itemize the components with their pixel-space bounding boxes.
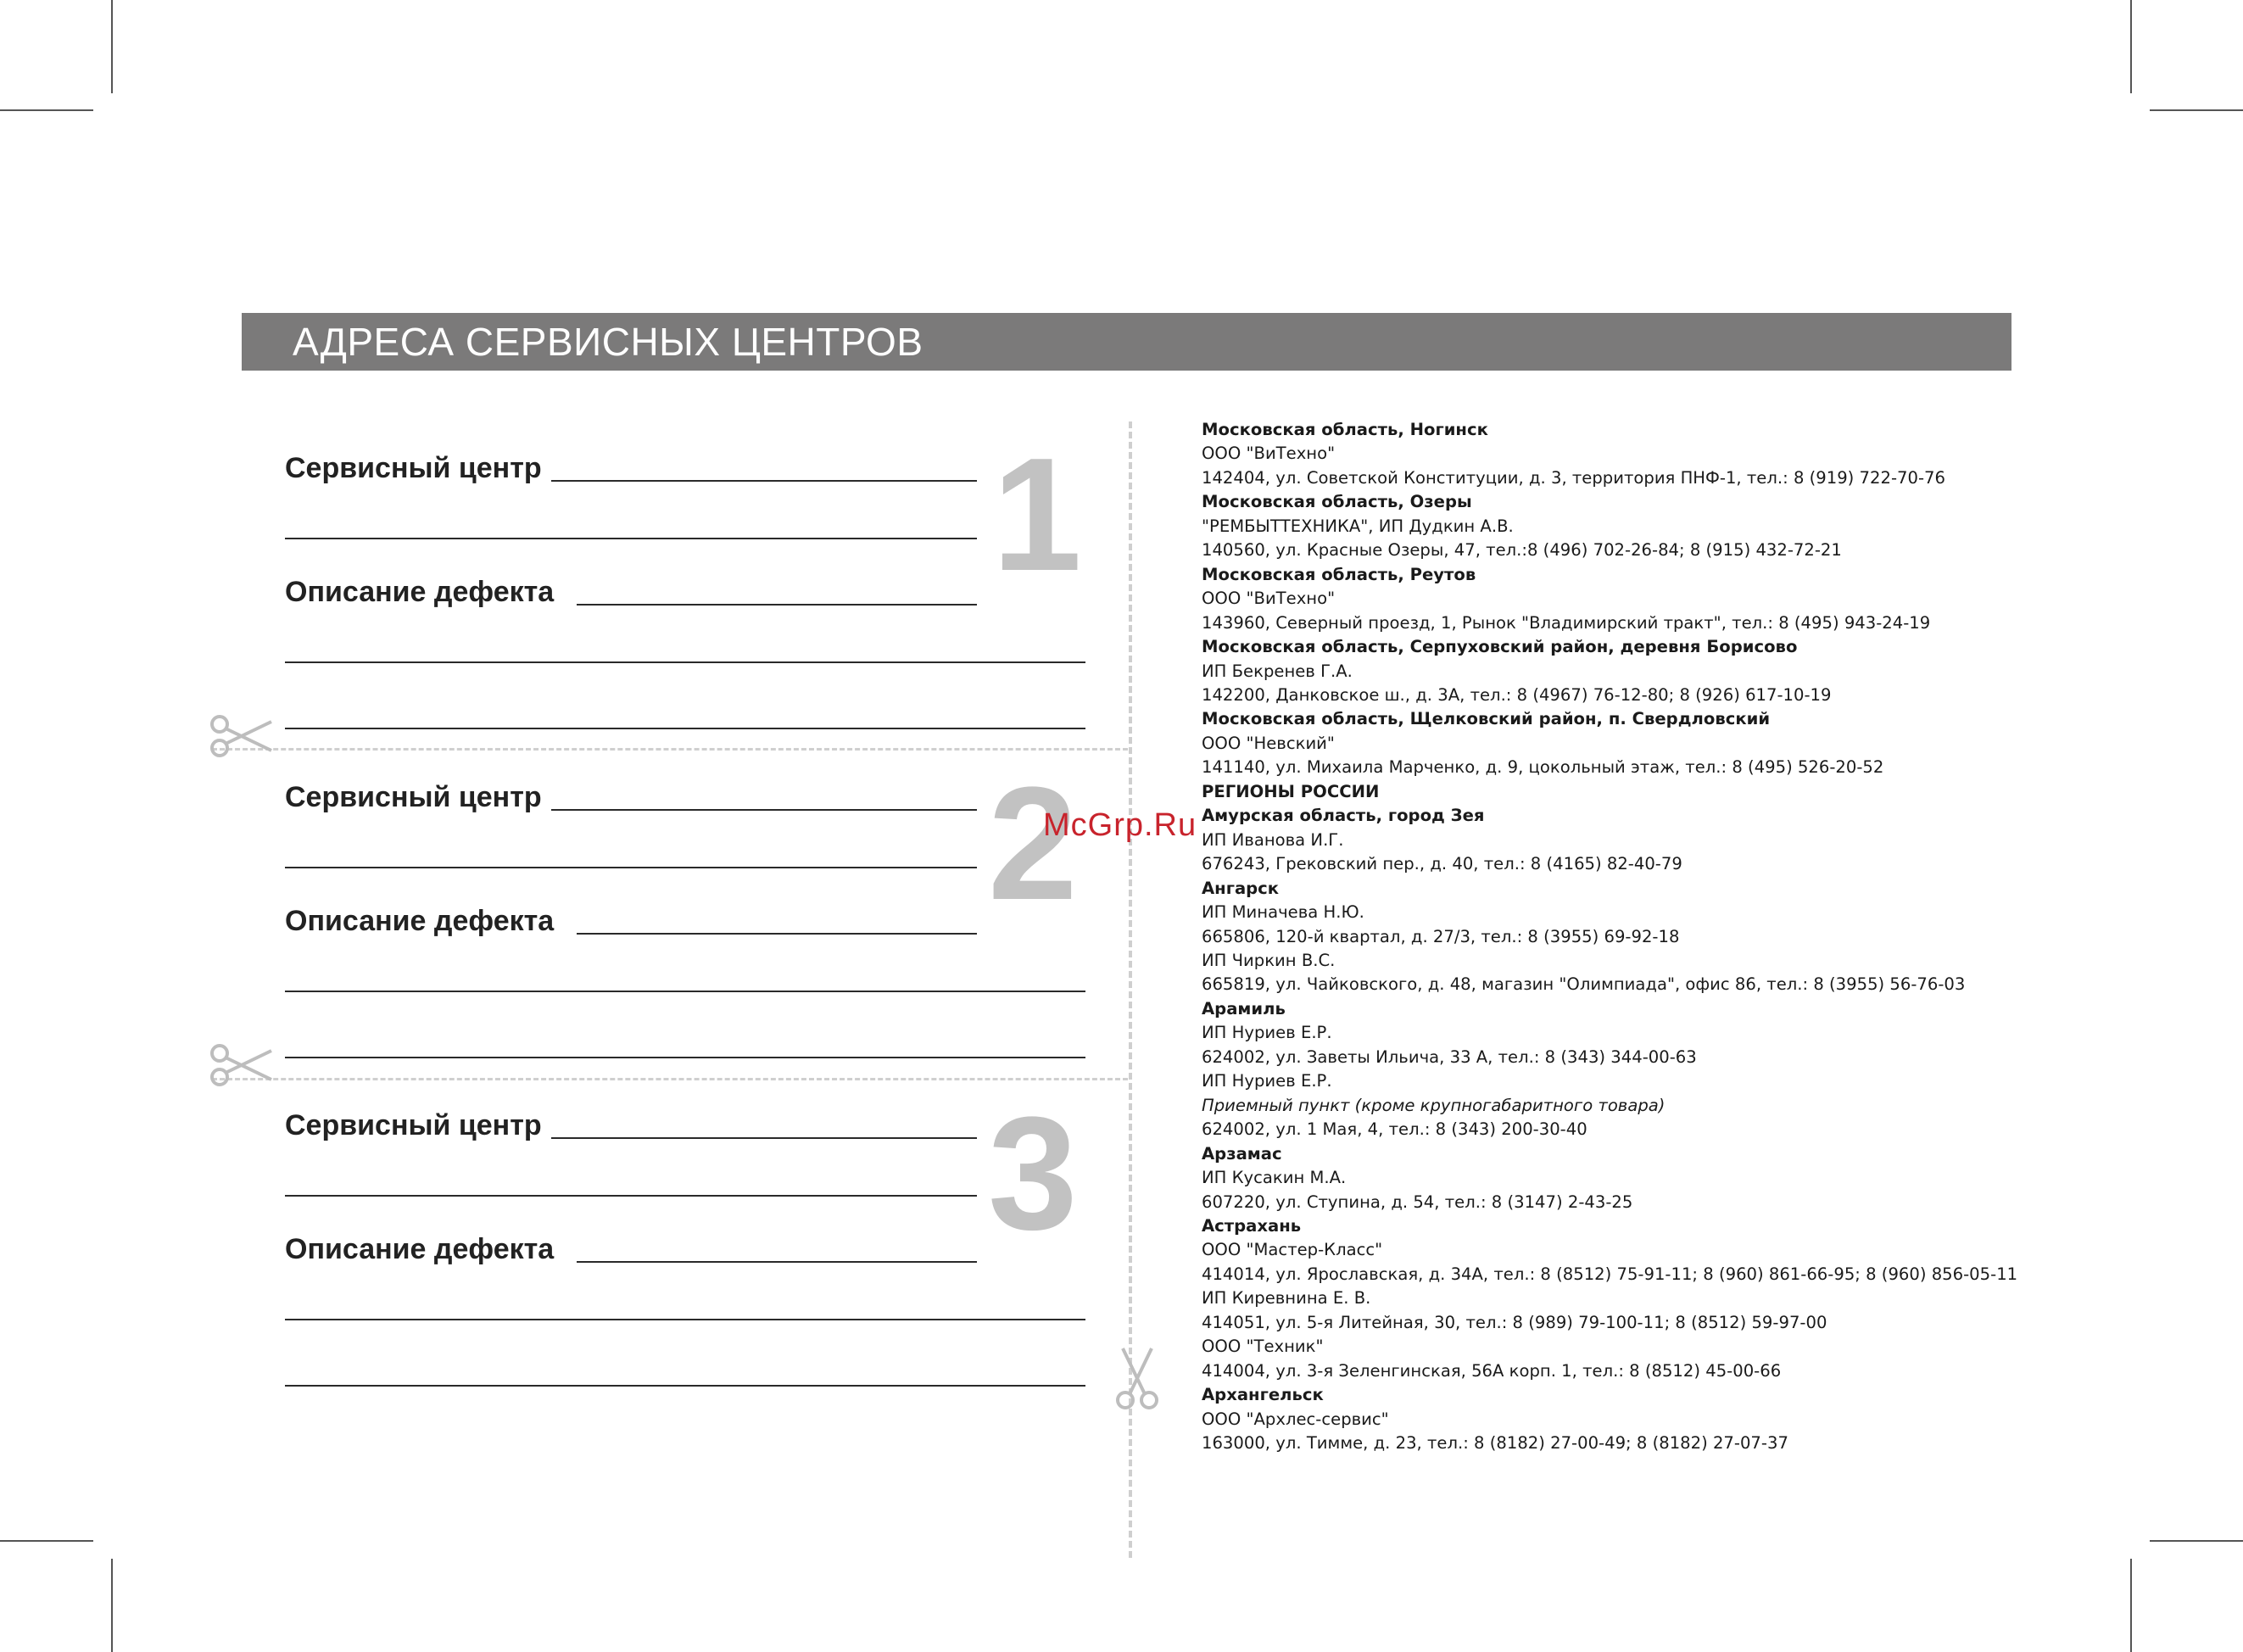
coupon-number: 1: [992, 425, 1082, 605]
address-line: ИП Нуриев Е.Р.: [1202, 1023, 1332, 1043]
coupon-2: [280, 753, 1094, 1075]
scissors-icon: [1113, 1344, 1161, 1412]
address-line: 141140, ул. Михаила Марченко, д. 9, цокольный этаж, тел.: 8 (495) 526-20-52: [1202, 757, 1884, 778]
service-center-label: Сервисный центр: [285, 1109, 542, 1141]
service-center-label: Сервисный центр: [285, 452, 542, 484]
address-heading: Московская область, Озеры: [1202, 492, 1472, 512]
service-center-field[interactable]: [551, 1137, 977, 1139]
address-line: ИП Кусакин М.А.: [1202, 1168, 1347, 1188]
defect-description-field[interactable]: [577, 1261, 977, 1263]
address-heading: Архангельск: [1202, 1385, 1324, 1405]
address-line: 142404, ул. Советской Конституции, д. 3, территория ПНФ-1, тел.: 8 (919) 722-70-76: [1202, 467, 1945, 488]
address-line: 607220, ул. Ступина, д. 54, тел.: 8 (3147) 2-43-25: [1202, 1192, 1633, 1212]
address-heading: Московская область, Серпуховский район, деревня Борисово: [1202, 637, 1798, 657]
address-line: 163000, ул. Тимме, д. 23, тел.: 8 (8182) 27-00-49; 8 (8182) 27-07-37: [1202, 1433, 1788, 1454]
address-line: ИП Нуриев Е.Р.: [1202, 1071, 1332, 1091]
address-heading: Астрахань: [1202, 1215, 1302, 1236]
address-line: 665819, ул. Чайковского, д. 48, магазин "Олимпиада", офис 86, тел.: 8 (3955) 56-76-03: [1202, 974, 1966, 995]
address-heading: Ангарск: [1202, 878, 1280, 898]
address-heading: Арзамас: [1202, 1143, 1282, 1164]
address-line: ООО "Мастер-Класс": [1202, 1240, 1383, 1260]
service-center-field-line-2[interactable]: [285, 538, 977, 539]
coupon-3: [280, 1081, 1094, 1404]
address-line: 143960, Северный проезд, 1, Рынок "Владимирский тракт", тел.: 8 (495) 943-24-19: [1202, 612, 1931, 633]
header-bar: [242, 313, 2011, 371]
address-line: 624002, ул. Заветы Ильича, 33 А, тел.: 8 (343) 344-00-63: [1202, 1046, 1697, 1067]
address-line: ИП Иванова И.Г.: [1202, 829, 1344, 850]
coupon-number: 2: [988, 754, 1078, 934]
address-heading: Московская область, Реутов: [1202, 564, 1476, 584]
defect-description-line-3[interactable]: [285, 1385, 1085, 1387]
address-line: 140560, ул. Красные Озеры, 47, тел.:8 (496) 702-26-84; 8 (915) 432-72-21: [1202, 540, 1842, 561]
crop-mark: [111, 1559, 113, 1652]
crop-mark: [2150, 109, 2243, 111]
address-line: Приемный пункт (кроме крупногабаритного товара): [1202, 1095, 1666, 1115]
watermark: McGrp.Ru: [1043, 807, 1197, 843]
address-line: 624002, ул. 1 Мая, 4, тел.: 8 (343) 200-30-40: [1202, 1119, 1587, 1140]
address-line: 414051, ул. 5-я Литейная, 30, тел.: 8 (989) 79-100-11; 8 (8512) 59-97-00: [1202, 1312, 1827, 1332]
address-heading: Амурская область, город Зея: [1202, 806, 1485, 826]
address-line: ИП Бекренев Г.А.: [1202, 661, 1353, 681]
service-center-address-list: [1202, 418, 2018, 1455]
defect-description-line-3[interactable]: [285, 1057, 1085, 1058]
address-line: ООО "ВиТехно": [1202, 444, 1336, 464]
service-center-field-line-2[interactable]: [285, 867, 977, 868]
defect-description-line-3[interactable]: [285, 728, 1085, 729]
address-line: 142200, Данковское ш., д. 3А, тел.: 8 (4967) 76-12-80; 8 (926) 617-10-19: [1202, 684, 1832, 705]
horizontal-cut-line: [212, 748, 1128, 751]
address-line: 414014, ул. Ярославская, д. 34А, тел.: 8 (8512) 75-91-11; 8 (960) 861-66-95; 8 (960) 856-05-11: [1202, 1264, 2018, 1284]
address-line: ИП Чиркин В.С.: [1202, 950, 1336, 970]
crop-mark: [0, 1540, 93, 1542]
defect-description-label: Описание дефекта: [285, 1233, 555, 1265]
crop-mark: [2130, 1559, 2132, 1652]
address-line: ООО "Техник": [1202, 1337, 1324, 1357]
coupon-number: 3: [988, 1084, 1078, 1264]
address-line: ООО "ВиТехно": [1202, 589, 1336, 609]
defect-description-label: Описание дефекта: [285, 576, 555, 608]
address-heading: РЕГИОНЫ РОССИИ: [1202, 781, 1380, 801]
horizontal-cut-line: [212, 1078, 1128, 1080]
defect-description-line-2[interactable]: [285, 991, 1085, 992]
address-line: ООО "Архлес-сервис": [1202, 1409, 1389, 1429]
address-heading: Московская область, Ногинск: [1202, 420, 1488, 439]
crop-mark: [0, 109, 93, 111]
service-center-label: Сервисный центр: [285, 781, 542, 813]
address-heading: Арамиль: [1202, 998, 1286, 1019]
address-line: ИП Киревнина Е. В.: [1202, 1288, 1371, 1309]
address-line: "РЕМБЫТТЕХНИКА", ИП Дудкин А.В.: [1202, 516, 1514, 536]
service-center-field[interactable]: [551, 809, 977, 811]
address-heading: Московская область, Щелковский район, п. Свердловский: [1202, 709, 1771, 729]
crop-mark: [2150, 1540, 2243, 1542]
address-line: 414004, ул. 3-я Зеленгинская, 56А корп. 1, тел.: 8 (8512) 45-00-66: [1202, 1360, 1782, 1381]
scissors-icon: [208, 1041, 276, 1089]
page-title: АДРЕСА СЕРВИСНЫХ ЦЕНТРОВ: [293, 320, 923, 364]
defect-description-label: Описание дефекта: [285, 905, 555, 937]
address-line: 665806, 120-й квартал, д. 27/3, тел.: 8 (3955) 69-92-18: [1202, 926, 1680, 946]
crop-mark: [2130, 0, 2132, 93]
address-line: ИП Миначева Н.Ю.: [1202, 902, 1364, 923]
defect-description-field[interactable]: [577, 604, 977, 606]
coupon-1: [280, 424, 1094, 746]
address-line: ООО "Невский": [1202, 733, 1335, 753]
defect-description-line-2[interactable]: [285, 661, 1085, 663]
service-center-field-line-2[interactable]: [285, 1195, 977, 1197]
address-line: 676243, Грековский пер., д. 40, тел.: 8 (4165) 82-40-79: [1202, 854, 1682, 874]
defect-description-line-2[interactable]: [285, 1319, 1085, 1320]
defect-description-field[interactable]: [577, 933, 977, 935]
scissors-icon: [208, 712, 276, 760]
crop-mark: [111, 0, 113, 93]
service-center-field[interactable]: [551, 480, 977, 482]
